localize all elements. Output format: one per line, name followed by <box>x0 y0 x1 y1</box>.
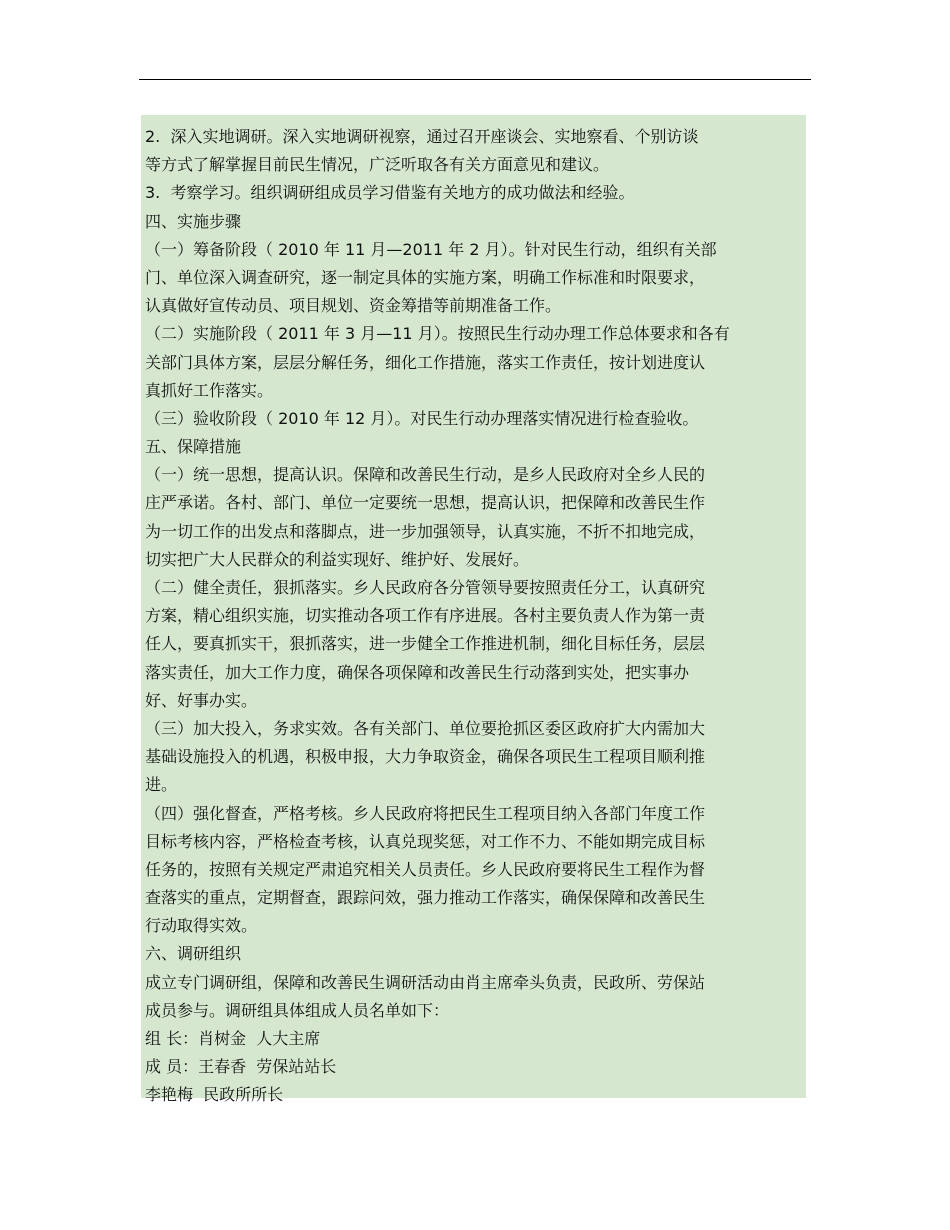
header-rule <box>139 79 811 80</box>
text-line: 五、保障措施 <box>145 437 242 457</box>
text-line: 方案，精心组织实施，切实推动各项工作有序进展。各村主要负责人作为第一责 <box>145 606 706 626</box>
text-line: 李艳梅 民政所所长 <box>145 1085 284 1105</box>
text-line: 成立专门调研组，保障和改善民生调研活动由肖主席牵头负责，民政所、劳保站 <box>145 972 706 992</box>
text-line: 好、好事办实。 <box>145 690 258 710</box>
text-line: 查落实的重点，定期督查，跟踪问效，强力推动工作落实，确保保障和改善民生 <box>145 888 706 908</box>
text-line: 认真做好宣传动员、项目规划、资金筹措等前期准备工作。 <box>145 296 562 316</box>
text-line: 成 员：王春香 劳保站站长 <box>145 1057 337 1077</box>
text-line: 真抓好工作落实。 <box>145 380 274 400</box>
text-line: （三）验收阶段（ 2010 年 12 月）。对民生行动办理落实情况进行检查验收。 <box>145 408 699 428</box>
text-line: （三）加大投入，务求实效。各有关部门、单位要抢抓区委区政府扩大内需加大 <box>145 718 706 738</box>
text-line: 2. 深入实地调研。深入实地调研视察，通过召开座谈会、实地察看、个别访谈 <box>145 127 699 146</box>
document-body <box>141 115 806 1105</box>
text-line: 六、调研组织 <box>145 944 242 964</box>
text-line: 3. 考察学习。组织调研组成员学习借鉴有关地方的成功做法和经验。 <box>145 183 635 203</box>
text-line: 为一切工作的出发点和落脚点，进一步加强领导，认真实施，不折不扣地完成， <box>145 521 706 541</box>
text-line: 基础设施投入的机遇，积极申报，大力争取资金，确保各项民生工程项目顺利推 <box>145 747 706 767</box>
text-lines <box>145 123 795 1110</box>
text-line: 关部门具体方案，层层分解任务，细化工作措施，落实工作责任，按计划进度认 <box>145 352 706 372</box>
text-line: 任人，要真抓实干，狠抓落实，进一步健全工作推进机制，细化目标任务，层层 <box>145 634 706 654</box>
text-line: 组 长：肖树金 人大主席 <box>145 1029 321 1048</box>
text-line: 目标考核内容，严格检查考核，认真兑现奖惩，对工作不力、不能如期完成目标 <box>145 831 706 851</box>
text-line: （四）强化督查，严格考核。乡人民政府将把民生工程项目纳入各部门年度工作 <box>145 803 706 823</box>
text-line: 等方式了解掌握目前民生情况，广泛听取各有关方面意见和建议。 <box>145 155 610 175</box>
text-line: （二）健全责任，狠抓落实。乡人民政府各分管领导要按照责任分工，认真研究 <box>145 578 706 597</box>
text-line: 成员参与。调研组具体组成人员名单如下： <box>145 1000 450 1020</box>
text-line: 四、实施步骤 <box>145 211 242 231</box>
text-line: 切实把广大人民群众的利益实现好、维护好、发展好。 <box>145 549 530 569</box>
text-line: 门、单位深入调查研究，逐一制定具体的实施方案，明确工作标准和时限要求， <box>145 267 706 287</box>
text-line: 行动取得实效。 <box>145 916 258 936</box>
text-line: （二）实施阶段（ 2011 年 3 月—11 月）。按照民生行动办理工作总体要求和各有 <box>145 324 730 344</box>
text-line: 庄严承诺。各村、部门、单位一定要统一思想，提高认识，把保障和改善民生作 <box>145 493 706 513</box>
text-line: （一）统一思想，提高认识。保障和改善民生行动，是乡人民政府对全乡人民的 <box>145 465 706 485</box>
text-line: 落实责任，加大工作力度，确保各项保障和改善民生行动落到实处，把实事办 <box>145 662 690 682</box>
text-line: （一）筹备阶段（ 2010 年 11 月—2011 年 2 月）。针对民生行动，组织有关部 <box>145 239 717 259</box>
text-line: 进。 <box>145 775 178 795</box>
text-line: 任务的，按照有关规定严肃追究相关人员责任。乡人民政府要将民生工程作为督 <box>145 859 706 879</box>
